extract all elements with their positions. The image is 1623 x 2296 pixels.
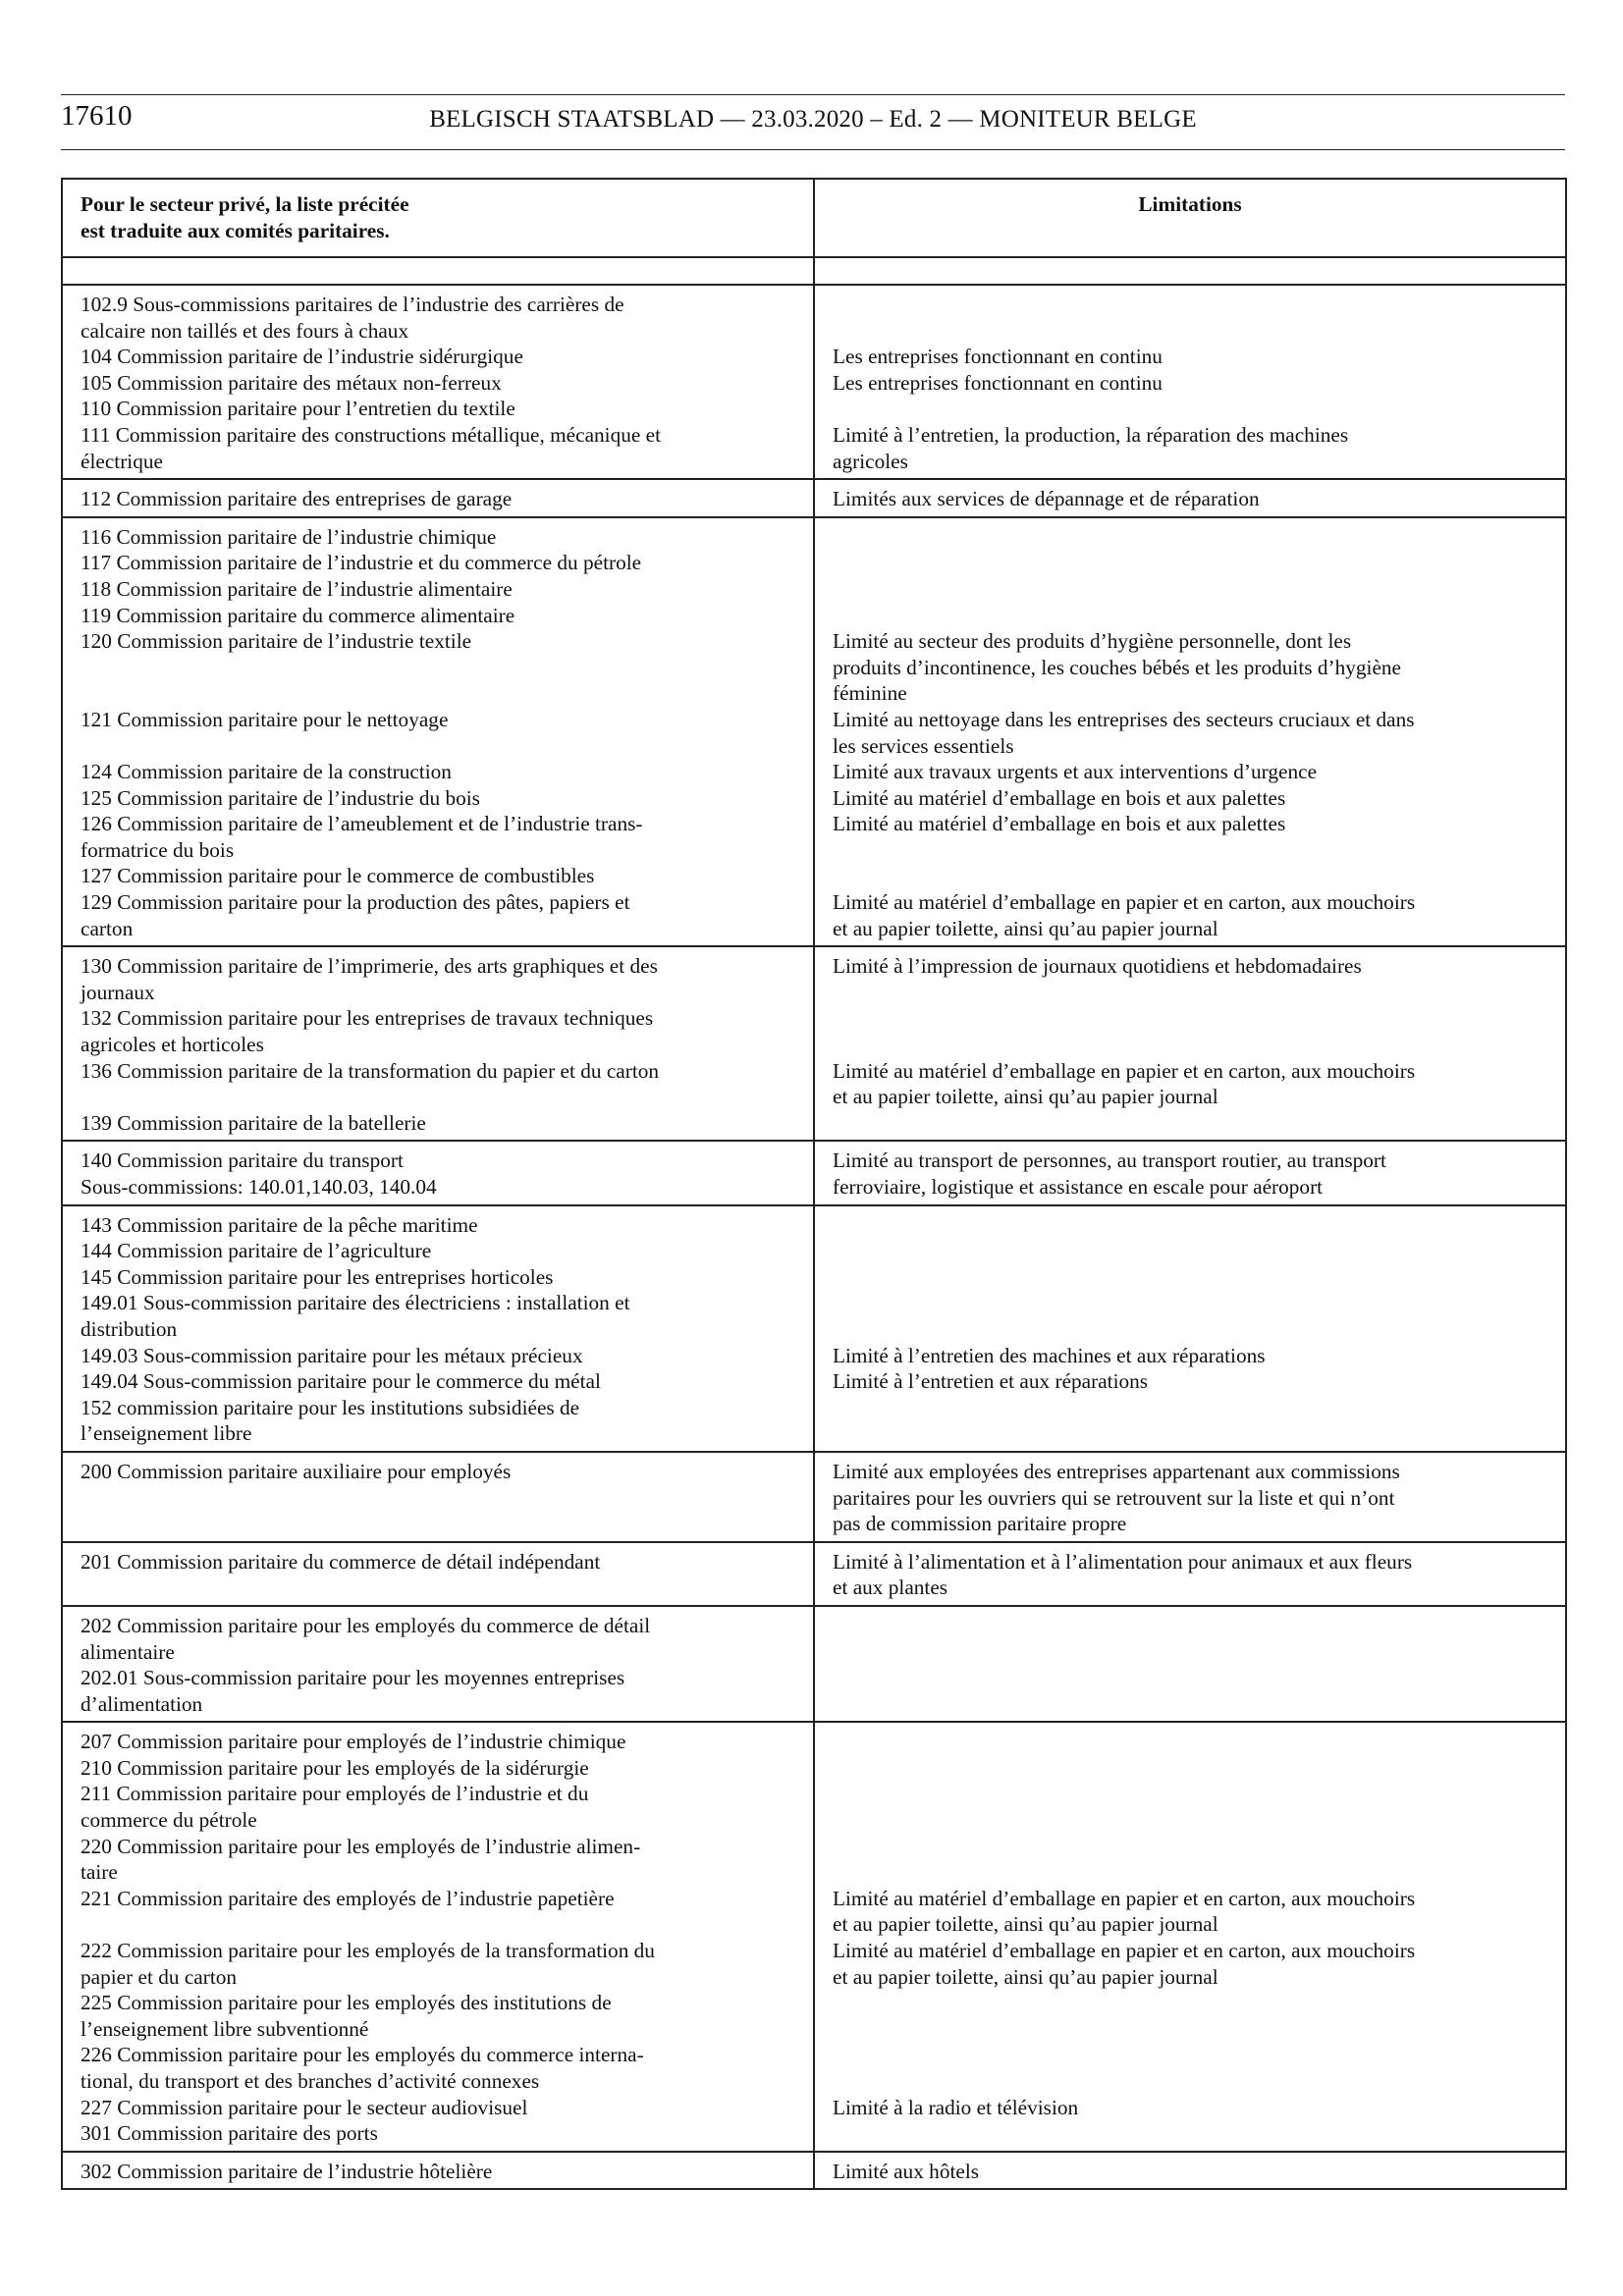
table-row [62,479,1566,517]
limitation-line [833,550,1547,576]
table-row [62,1141,1566,1204]
committee-line: carton [81,916,134,940]
limitation-cell [814,517,1566,947]
limitation-line [833,1781,1547,1807]
table-header-row [62,179,1566,257]
committee-line [81,733,795,760]
committee-line: 127 Commission paritaire pour le commerce de combustibles [81,864,595,888]
limitation-cell [814,1542,1566,1606]
committee-cell [62,517,814,947]
committee-cell [62,1722,814,2152]
committee-line: 200 Commission paritaire auxiliaire pour employés [81,1459,512,1483]
limitation-cell [814,479,1566,517]
committee-cell [62,285,814,479]
committee-line: journaux [81,980,155,1004]
committee-line: 104 Commission paritaire de l’industrie sidérurgique [81,345,523,369]
limitation-line [833,1110,1547,1137]
limitation-line [833,1613,1547,1639]
committee-line: 226 Commission paritaire pour les employés du commerce interna- [81,2043,644,2067]
committee-line: 129 Commission paritaire pour la production des pâtes, papiers et [81,890,630,915]
table-row [62,946,1566,1141]
committee-line: 227 Commission paritaire pour le secteur audiovisuel [81,2095,528,2119]
committee-line: 145 Commission paritaire pour les entreprises horticoles [81,1264,554,1289]
limitation-line [833,2068,1547,2095]
limitation-cell [814,285,1566,479]
page-header [61,94,1565,149]
limitation-line: et au papier toilette, ainsi qu’au papier journal [833,916,1218,940]
committee-line: 220 Commission paritaire pour les employés de l’industrie alimen- [81,1834,641,1858]
limitation-line: Les entreprises fonctionnant en continu [833,345,1163,369]
limitation-line [833,1639,1547,1666]
limitation-line: Limité aux travaux urgents et aux interventions d’urgence [833,760,1318,784]
committee-line: 149.01 Sous-commission paritaire des électriciens : installation et [81,1291,630,1315]
limitation-line: et aux plantes [833,1575,948,1600]
limitation-line [833,1420,1547,1447]
limitation-line: Limité au matériel d’emballage en papier et en carton, aux mouchoirs [833,890,1416,915]
limitation-line: Limité à l’entretien des machines et aux réparations [833,1343,1266,1367]
limitation-line: Limité au matériel d’emballage en bois et aux palettes [833,812,1286,836]
committee-line: papier et du carton [81,1964,238,1989]
committees-table [61,178,1567,2190]
column-header-limitations [814,179,1566,257]
committee-line: 105 Commission paritaire des métaux non-ferreux [81,370,502,395]
limitation-line: Limité à l’impression de journaux quotidiens et hebdomadaires [833,954,1362,979]
limitation-cell [814,1722,1566,2152]
limitation-line [833,1212,1547,1239]
limitation-line [833,837,1547,864]
table-row [62,285,1566,479]
limitation-line [833,1665,1547,1691]
committee-line [81,1511,795,1537]
committee-line [81,1911,795,1938]
committee-line: agricoles et horticoles [81,1033,264,1057]
limitation-line [833,863,1547,889]
committee-line: calcaire non taillés et des fours à chaux [81,318,409,343]
limitation-line: et au papier toilette, ainsi qu’au papier journal [833,1912,1218,1937]
table-row [62,1722,1566,2152]
committee-line: 110 Commission paritaire pour l’entretien du textile [81,397,515,421]
committee-line [81,680,795,707]
limitation-cell [814,1606,1566,1722]
committee-line [81,655,795,681]
limitation-line [833,1691,1547,1718]
committee-line: 130 Commission paritaire de l’imprimerie, des arts graphiques et des [81,954,658,979]
limitation-line: les services essentiels [833,733,1014,758]
committee-line: 302 Commission paritaire de l’industrie hôtelière [81,2159,493,2183]
limitation-line [833,292,1547,318]
limitation-line: Limité à la radio et télévision [833,2095,1079,2119]
committee-line: alimentaire [81,1639,175,1664]
committee-line: d’alimentation [81,1691,203,1716]
committee-line: 119 Commission paritaire du commerce alimentaire [81,603,515,627]
committee-line: 125 Commission paritaire de l’industrie du bois [81,785,480,810]
limitation-line: produits d’incontinence, les couches bébés et les produits d’hygiène [833,655,1401,679]
limitation-line [833,1990,1547,2016]
limitation-line: ferroviaire, logistique et assistance en escale pour aéroport [833,1175,1324,1199]
limitation-line: et au papier toilette, ainsi qu’au papier journal [833,1964,1218,1989]
table-row [62,1542,1566,1606]
committee-cell [62,1141,814,1204]
committee-line: 140 Commission paritaire du transport [81,1148,404,1173]
committee-line: 152 commission paritaire pour les institutions subsidiées de [81,1395,580,1419]
limitation-cell [814,1205,1566,1452]
committee-line: 139 Commission paritaire de la batellerie [81,1110,426,1135]
limitation-line: Limité au secteur des produits d’hygiène personnelle, dont les [833,629,1352,654]
limitation-line: et au papier toilette, ainsi qu’au papier journal [833,1085,1218,1109]
header-rule-bottom [61,149,1565,150]
committee-line: 118 Commission paritaire de l’industrie alimentaire [81,576,513,601]
committee-line: l’enseignement libre [81,1421,252,1446]
committee-line: distribution [81,1316,178,1341]
committee-line: 149.04 Sous-commission paritaire pour le commerce du métal [81,1369,601,1394]
limitation-cell [814,1452,1566,1542]
committee-line: 116 Commission paritaire de l’industrie chimique [81,524,497,549]
limitation-line: Limité au matériel d’emballage en papier et en carton, aux mouchoirs [833,1939,1416,1963]
committee-line: taire [81,1860,118,1885]
limitation-line [833,1316,1547,1343]
limitation-line: Limité au matériel d’emballage en papier et en carton, aux mouchoirs [833,1886,1416,1910]
limitation-line: féminine [833,681,907,706]
committee-line: électrique [81,449,163,473]
limitation-line [833,1238,1547,1264]
running-title: BELGISCH STAATSBLAD — 23.03.2020 – Ed. 2 — MONITEUR BELGE [429,106,1197,133]
committee-line: Sous-commissions: 140.01,140.03, 140.04 [81,1175,437,1199]
committee-line: 111 Commission paritaire des constructions métallique, mécanique et [81,422,662,447]
limitation-line [833,2016,1547,2043]
limitation-line [833,1729,1547,1755]
limitation-line [833,1264,1547,1291]
limitation-line [833,980,1547,1006]
limitation-line [833,524,1547,551]
committee-line: 143 Commission paritaire de la pêche maritime [81,1212,478,1237]
limitation-line: Limité au matériel d’emballage en papier et en carton, aux mouchoirs [833,1058,1416,1083]
committee-line: 126 Commission paritaire de l’ameublement et de l’industrie trans- [81,812,643,836]
committee-line: 124 Commission paritaire de la construction [81,760,452,784]
limitation-line [833,396,1547,422]
committee-cell [62,2152,814,2190]
committee-cell [62,1205,814,1452]
limitation-line [833,318,1547,345]
committee-cell [62,1452,814,1542]
committee-line [81,1575,795,1601]
committee-line: 222 Commission paritaire pour les employés de la transformation du [81,1939,655,1963]
limitation-line: Limité aux employées des entreprises appartenant aux commissions [833,1459,1400,1483]
committee-line: 210 Commission paritaire pour les employés de la sidérurgie [81,1755,589,1780]
limitation-line: Limité au matériel d’emballage en bois et aux palettes [833,785,1286,810]
limitation-cell [814,1141,1566,1204]
committee-line: 211 Commission paritaire pour employés de l’industrie et du [81,1782,589,1806]
limitation-line: agricoles [833,449,908,473]
limitation-line [833,1859,1547,1886]
committee-line: commerce du pétrole [81,1808,257,1833]
committee-line: 136 Commission paritaire de la transformation du papier et du carton [81,1058,660,1083]
committee-line: 221 Commission paritaire des employés de l’industrie papetière [81,1886,615,1910]
column-header-limitations-label: Limitations [1138,192,1242,216]
limitation-line [833,1032,1547,1058]
committee-line: 225 Commission paritaire pour les employés des institutions de [81,1991,612,2015]
committee-line: 201 Commission paritaire du commerce de détail indépendant [81,1549,601,1574]
limitation-line [833,576,1547,603]
committee-line: 102.9 Sous-commissions paritaires de l’industrie des carrières de [81,293,624,316]
limitation-line [833,1834,1547,1860]
table-row [62,2152,1566,2190]
limitation-line [833,1290,1547,1316]
committee-line: tional, du transport et des branches d’activité connexes [81,2069,540,2093]
committee-cell [62,479,814,517]
committee-line: 202 Commission paritaire pour les employés du commerce de détail [81,1613,651,1637]
committee-line: 301 Commission paritaire des ports [81,2121,378,2146]
limitation-line: pas de commission paritaire propre [833,1512,1127,1536]
column-header-sector-line: Pour le secteur privé, la liste précitée [81,192,409,216]
limitation-line: paritaires pour les ouvriers qui se retrouvent sur la liste et qui n’ont [833,1485,1395,1510]
limitation-line [833,603,1547,629]
limitation-line: Limité au transport de personnes, au transport routier, au transport [833,1148,1386,1173]
committee-cell [62,1542,814,1606]
table-row [62,1606,1566,1722]
committee-cell [62,1606,814,1722]
limitation-line [833,1005,1547,1032]
limitation-line: Limité au nettoyage dans les entreprises des secteurs cruciaux et dans [833,707,1415,731]
limitation-line: Limité à l’entretien et aux réparations [833,1369,1149,1394]
limitation-line: Limité à l’alimentation et à l’alimentation pour animaux et aux fleurs [833,1549,1413,1574]
table-body [62,257,1566,2189]
committee-line: 149.03 Sous-commission paritaire pour les métaux précieux [81,1343,583,1367]
limitation-line [833,1755,1547,1782]
spacer-cell [814,257,1566,285]
limitation-line: Les entreprises fonctionnant en continu [833,370,1163,395]
committee-line: 112 Commission paritaire des entreprises de garage [81,487,513,511]
limitation-line [833,2042,1547,2068]
table-row [62,1205,1566,1452]
committee-line: 202.01 Sous-commission paritaire pour les moyennes entreprises [81,1666,625,1690]
committee-line: 121 Commission paritaire pour le nettoyage [81,707,449,731]
committee-line: 207 Commission paritaire pour employés de l’industrie chimique [81,1730,626,1754]
committee-line: 144 Commission paritaire de l’agriculture [81,1239,432,1263]
table-row [62,1452,1566,1542]
committee-cell [62,946,814,1141]
column-header-sector-line: est traduite aux comités paritaires. [81,218,390,242]
committee-line [81,1084,795,1110]
limitation-cell [814,2152,1566,2190]
table-spacer-row [62,257,1566,285]
limitation-cell [814,946,1566,1141]
limitation-line: Limité aux hôtels [833,2159,980,2183]
limitation-line: Limité à l’entretien, la production, la réparation des machines [833,422,1349,447]
committee-line: l’enseignement libre subventionné [81,2016,369,2041]
committee-line: formatrice du bois [81,837,235,862]
committee-line [81,1485,795,1512]
header-rule-top [61,94,1565,95]
limitation-line [833,1395,1547,1421]
limitation-line [833,2120,1547,2147]
committee-line: 120 Commission paritaire de l’industrie textile [81,629,472,654]
page-number: 17610 [61,100,133,132]
column-header-sector [62,179,814,257]
committee-line: 117 Commission paritaire de l’industrie et du commerce du pétrole [81,551,642,575]
limitation-line [833,1807,1547,1834]
spacer-cell [62,257,814,285]
table-row [62,517,1566,947]
committee-line: 132 Commission paritaire pour les entreprises de travaux techniques [81,1006,654,1031]
limitation-line: Limités aux services de dépannage et de réparation [833,487,1260,511]
